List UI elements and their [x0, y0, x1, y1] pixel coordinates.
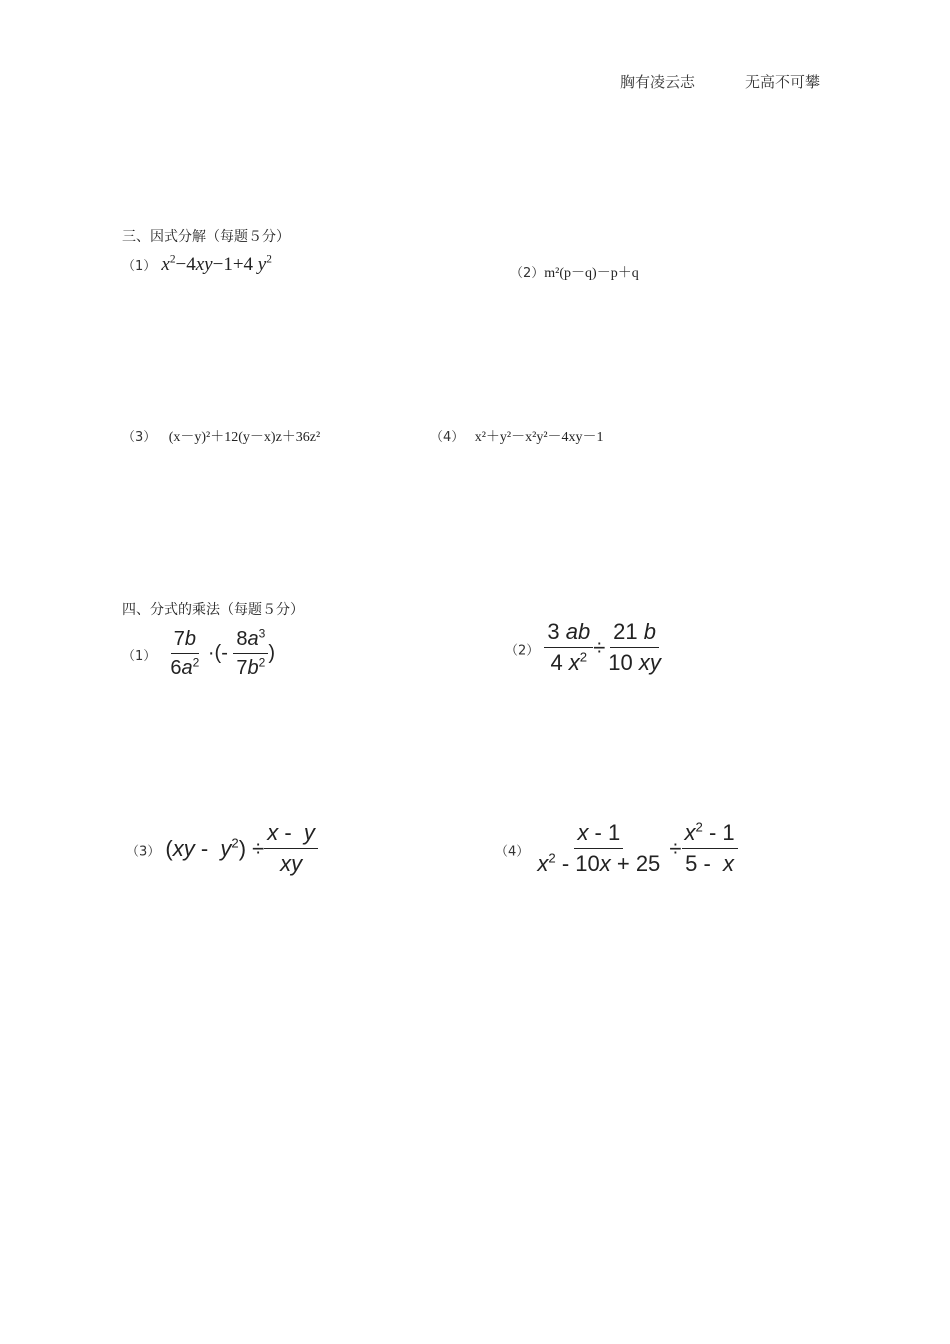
math-expression: x²＋y²－x²y²－4xy－1 — [474, 430, 604, 445]
question-label: （4） — [495, 844, 530, 860]
question-label: （3） — [122, 430, 157, 445]
section-3-title: 三、因式分解（每题５分） — [122, 229, 290, 245]
question-3-4 — [430, 426, 604, 446]
math-expression: $\frac{x - 1}{x^2 - 10x + 25}$ ÷ $\frac{x^2 - 1}{5 - x}$ — [534, 835, 737, 860]
question-3-1 — [122, 254, 272, 276]
question-4-3 — [126, 821, 318, 876]
math-expression: $\frac{3 ab}{4 x^2}$ ÷ $\frac{21 b}{10 xy}$ — [544, 634, 664, 659]
math-expression: m²(p－q)－p＋q — [544, 266, 639, 281]
question-4-4 — [495, 821, 738, 876]
math-expression: $\frac{7b}{6a^2}$ ·(- $\frac{8a^3}{7b^2}$ ) — [170, 626, 276, 679]
math-expression: $x^2-4xy-1+4$ $y^2$ — [161, 253, 272, 275]
question-label: （2） — [510, 266, 545, 281]
math-expression: (x－y)²＋12(y－x)z＋36z² — [168, 430, 321, 445]
question-4-1 — [122, 628, 275, 679]
question-label: （1） — [122, 259, 157, 274]
question-3-3 — [122, 426, 320, 446]
question-label: （1） — [122, 648, 157, 664]
header-motto-right: 无高不可攀 — [745, 73, 821, 91]
header-motto-left: 胸有凌云志 — [620, 73, 696, 91]
question-4-2 — [505, 620, 664, 675]
question-label: （2） — [505, 643, 540, 659]
section-4-title: 四、分式的乘法（每题５分） — [122, 602, 304, 618]
question-label: （3） — [126, 844, 161, 860]
question-label: （4） — [430, 430, 465, 445]
math-expression: $(xy - y^2)$ ÷ $\frac{x - y}{xy}$ — [165, 835, 318, 860]
question-3-2 — [510, 262, 639, 282]
